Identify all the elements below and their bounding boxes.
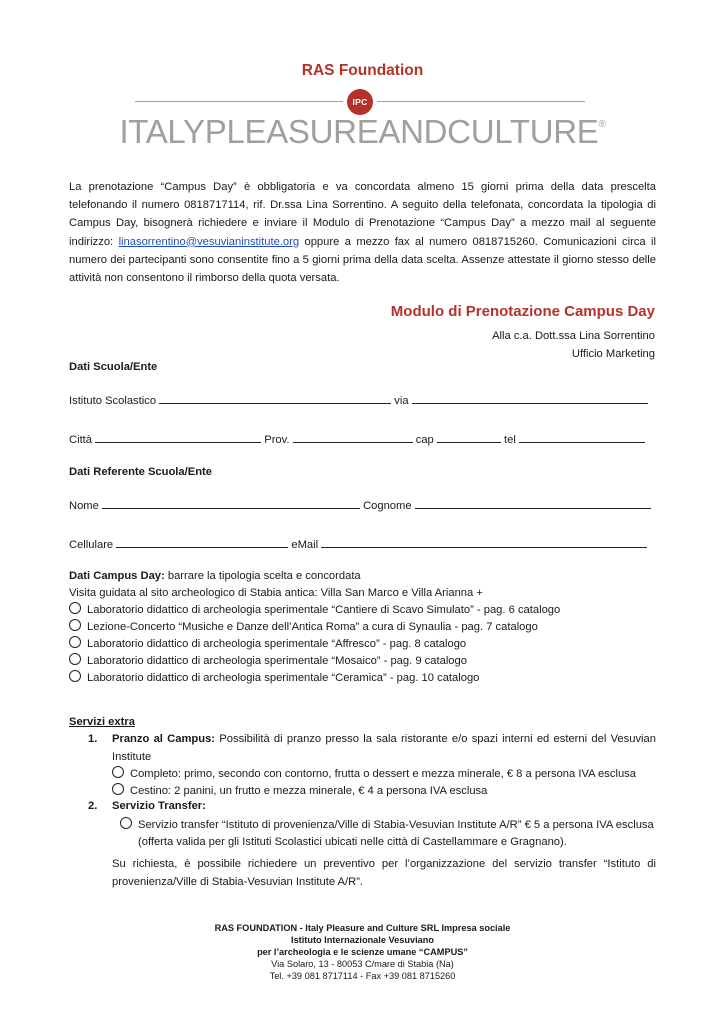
logo-wordmark (0, 113, 725, 151)
radio-button[interactable] (112, 766, 124, 778)
service-2-title: Servizio Transfer: (112, 800, 206, 812)
registered-mark: ® (598, 119, 606, 130)
campus-option[interactable] (69, 653, 467, 670)
campus-heading-note: barrare la tipologia scelta e concordata (164, 570, 361, 582)
radio-button[interactable] (69, 653, 81, 665)
school-section-heading: Dati Scuola/Ente (69, 361, 158, 373)
form-title: Modulo di Prenotazione Campus Day (390, 303, 655, 320)
via-field[interactable] (412, 393, 648, 404)
service-2-number: 2. (88, 800, 98, 812)
option-label: Laboratorio didattico di archeologia sperimentale “Cantiere di Scavo Simulato” - pag. 6 catalogo (87, 604, 561, 616)
footer-campus: per l’archeologia e le scienze umane “CAMPUS” (257, 947, 468, 957)
option-label: Cestino: 2 panini, un frutto e mezza minerale, € 4 a persona IVA esclusa (130, 785, 488, 797)
radio-button[interactable] (120, 817, 132, 829)
office: Ufficio Marketing (571, 348, 655, 360)
service-1-description (112, 731, 656, 766)
addressee: Alla c.a. Dott.ssa Lina Sorrentino (492, 330, 655, 342)
option-label: Completo: primo, secondo con contorno, frutta o dessert e mezza minerale, € 8 a persona IVA esclusa (130, 768, 636, 780)
tel-label: tel (504, 434, 516, 446)
logo-text: ITALYPLEASUREANDCULTURE (119, 113, 599, 150)
option-label: Lezione-Concerto “Musiche e Danze dell’Antica Roma” a cura di Synaulia - pag. 7 catalogo (87, 621, 538, 633)
email-link[interactable]: linasorrentino@vesuvianinstitute.org (118, 235, 300, 248)
campus-heading: Dati Campus Day: (69, 570, 165, 582)
campus-option[interactable] (69, 619, 538, 636)
cap-field[interactable] (437, 432, 501, 443)
tel-field[interactable] (519, 432, 645, 443)
footer-phone: Tel. +39 081 8717114 - Fax +39 081 8715260 (269, 971, 456, 981)
radio-button[interactable] (69, 619, 81, 631)
lunch-option[interactable] (112, 766, 636, 783)
mobile-field[interactable] (116, 537, 288, 548)
email-field[interactable] (321, 537, 647, 548)
city-label: Città (69, 434, 93, 446)
intro-text: La prenotazione “Campus Day” è obbligatoria e va concordata almeno 15 giorni prima della data prescelta telefonando il numero 0818717114, rif. Dr.ssa Lina Sorrentino. A seguito della telefonata, concordata la tipologia di Campus Day, bisognerà richiedere e inviare il Modulo di Prenotazione “Campus Day” a mezzo mail al seguente indirizzo: (69, 181, 656, 248)
referent-section-heading: Dati Referente Scuola/Ente (69, 466, 212, 478)
school-label: Istituto Scolastico (69, 395, 157, 407)
transfer-option-note: (offerta valida per gli Istituti Scolastici ubicati nelle città di Castellammare e Gragnano). (138, 836, 567, 848)
header-rule-left (135, 101, 343, 102)
cap-label: cap (415, 434, 434, 446)
email-label: eMail (291, 539, 319, 551)
service-1-text: Possibilità di pranzo presso la sala ristorante e/o spazi interni ed esterni del Vesuvian Institute (112, 733, 656, 763)
campus-option[interactable] (69, 636, 466, 653)
option-label: Laboratorio didattico di archeologia sperimentale “Mosaico” - pag. 9 catalogo (87, 655, 467, 667)
name-field[interactable] (102, 498, 360, 509)
school-row (69, 393, 656, 407)
radio-button[interactable] (69, 670, 81, 682)
service-1-title: Pranzo al Campus: (112, 733, 216, 745)
footer-company: RAS FOUNDATION - Italy Pleasure and Culture SRL Impresa sociale (214, 923, 511, 933)
surname-label: Cognome (363, 500, 412, 512)
campus-option[interactable] (69, 602, 560, 619)
campus-heading-line (69, 570, 361, 582)
footer-address: Via Solaro, 13 - 80053 C/mare di Stabia (Na) (271, 959, 454, 969)
transfer-option[interactable] (120, 817, 654, 834)
footer (0, 922, 725, 982)
header-rule-right (377, 101, 585, 102)
ipc-badge: IPC (347, 89, 373, 115)
school-field[interactable] (159, 393, 391, 404)
addressee-block (492, 327, 655, 363)
option-label: Laboratorio didattico di archeologia sperimentale “Affresco” - pag. 8 catalogo (87, 638, 467, 650)
city-field[interactable] (95, 432, 261, 443)
radio-button[interactable] (69, 636, 81, 648)
lunch-option[interactable] (112, 783, 487, 800)
name-label: Nome (69, 500, 99, 512)
service-1-number: 1. (88, 733, 98, 745)
transfer-note: Su richiesta, è possibile richiedere un preventivo per l’organizzazione del servizio transfer “Istituto di provenienza/Ville di Stabia-Vesuvian Institute A/R”. (112, 858, 656, 888)
intro-text-end: . Comunicazioni circa il numero dei partecipanti sono consentite fino a 5 giorni prima della data scelta. Assenze attestate il giorno stesso delle attività non consentono il rimborso della quota versata. (69, 235, 656, 285)
contact-row (69, 537, 656, 551)
intro-text-fax: oppure a mezzo fax al numero 0818715260 (299, 235, 535, 248)
option-label: Servizio transfer “Istituto di provenienza/Ville di Stabia-Vesuvian Institute A/R” € 5 a persona IVA esclusa (138, 819, 654, 831)
prov-label: Prov. (264, 434, 290, 446)
mobile-label: Cellulare (69, 539, 114, 551)
via-label: via (394, 395, 409, 407)
footer-institute: Istituto Internazionale Vesuviano (291, 935, 434, 945)
visit-text: Visita guidata al sito archeologico di Stabia antica: Villa San Marco e Villa Arianna + (69, 587, 483, 599)
option-label: Laboratorio didattico di archeologia sperimentale “Ceramica” - pag. 10 catalogo (87, 672, 480, 684)
radio-button[interactable] (69, 602, 81, 614)
intro-paragraph (69, 178, 656, 287)
prov-field[interactable] (293, 432, 413, 443)
surname-field[interactable] (415, 498, 651, 509)
city-row (69, 432, 656, 446)
name-row (69, 498, 656, 512)
campus-option[interactable] (69, 670, 479, 687)
extra-heading: Servizi extra (69, 716, 135, 728)
radio-button[interactable] (112, 783, 124, 795)
brand-title: RAS Foundation (301, 62, 424, 79)
